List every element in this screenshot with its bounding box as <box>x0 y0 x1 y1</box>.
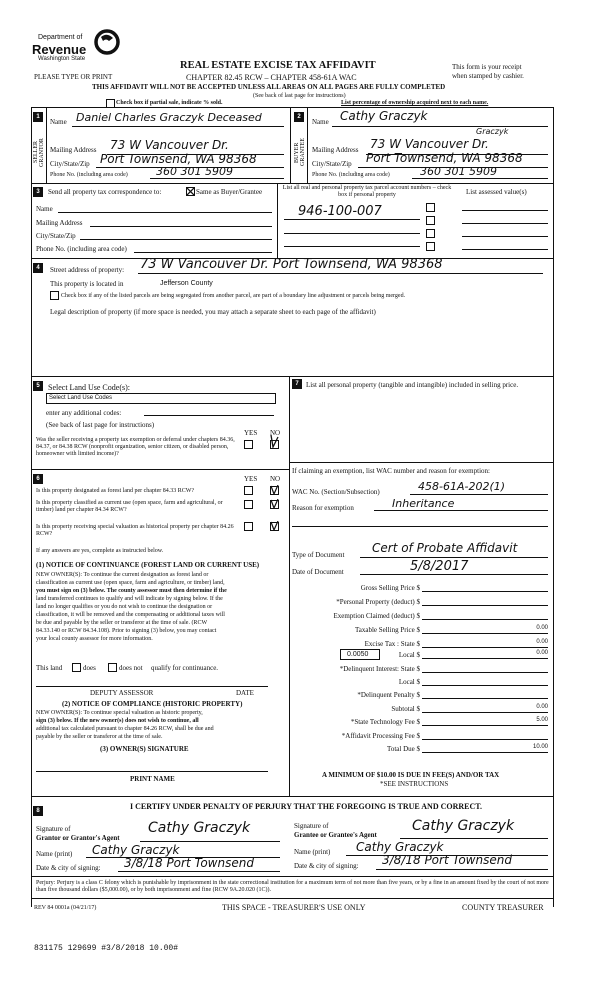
s6-q1-no-checkbox[interactable] <box>270 486 279 495</box>
notice1-line5: land no longer qualifies or you do not wish to continue the designation or <box>36 604 213 610</box>
additional-codes-label: enter any additional codes: <box>46 409 122 417</box>
ownership-pct-note: List percentage of ownership acquired next to each name. <box>341 100 489 106</box>
local-rate-value: 0.0050 <box>347 651 369 658</box>
amount-label: Subtotal $ <box>391 705 420 713</box>
located-label: This property is located in <box>50 280 124 288</box>
cashier-stamp: 831175 129699 #3/8/2018 10.00# <box>34 944 179 953</box>
same-as-buyer-checkbox[interactable] <box>186 187 195 196</box>
grantor-name-value[interactable]: Cathy Graczyk <box>92 843 180 857</box>
segregate-checkbox[interactable] <box>50 291 59 300</box>
s5-no-checkbox[interactable] <box>270 440 279 449</box>
buyer-name-value[interactable]: Cathy Graczyk <box>340 109 428 123</box>
perjury-statement <box>36 880 552 894</box>
owner-signature-label: (3) OWNER(S) SIGNATURE <box>100 745 189 753</box>
dor-swoosh-icon <box>94 28 120 56</box>
checkmark-icon <box>270 435 279 449</box>
street-label: Street address of property: <box>50 266 125 274</box>
notice1-line2: classification as current use (open space, farm and agriculture, or timber) land, <box>36 580 225 586</box>
amount-value[interactable]: 0.00 <box>536 704 548 710</box>
seller-vertical-label: SELLER GRANTOR <box>33 138 45 167</box>
street-value[interactable]: 73 W Vancouver Dr. Port Townsend, WA 98368 <box>140 257 443 272</box>
buyer-vertical-label: BUYER GRANTEE <box>294 138 306 167</box>
s5-yes-header: YES <box>244 429 258 437</box>
seller-mailing-label: Mailing Address <box>50 146 97 154</box>
amount-label: *Personal Property (deduct) $ <box>336 598 420 606</box>
s5-question: Was the seller receiving a property tax exemption or deferral under chapters 84.36, 84.37, or 84.38 RCW (nonprofit organization, senior citizen, or disabled person, homeowner with limited income)? <box>36 437 235 457</box>
see-instructions-note: *SEE INSTRUCTIONS <box>380 780 449 788</box>
land-use-label: Select Land Use Code(s): <box>48 383 130 392</box>
amount-value[interactable]: 0.00 <box>536 625 548 631</box>
partial-sale-label: Check box if partial sale, indicate % sold. <box>116 100 223 106</box>
land-does-checkbox[interactable] <box>72 663 81 672</box>
wac-label: WAC No. (Section/Subsection) <box>292 488 380 496</box>
seller-city-label: City/State/Zip <box>50 160 90 168</box>
amount-label: Excise Tax : State $ <box>364 640 420 648</box>
county-value: Jefferson County <box>160 280 213 287</box>
grantor-date-label: Date & city of signing: <box>36 864 101 872</box>
doc-date-label: Date of Document <box>292 568 344 576</box>
amount-value[interactable]: 10.00 <box>532 744 548 750</box>
seller-city-value[interactable]: Port Townsend, WA 98368 <box>100 152 257 166</box>
logo-text-department: Department of <box>38 34 83 41</box>
s6-q3-no-checkbox[interactable] <box>270 522 279 531</box>
grantor-name-label: Name (print) <box>36 850 73 858</box>
parcel-4-personal-checkbox[interactable] <box>426 242 435 251</box>
receipt-note-1: This form is your receipt <box>452 63 522 71</box>
logo-text-revenue: Revenue <box>32 42 87 57</box>
land-use-select-value: Select Land Use Codes <box>49 395 113 401</box>
s6-q3-yes-checkbox[interactable] <box>244 522 253 531</box>
parcel-header: List all real and personal property tax parcel account numbers – check box if personal property <box>282 185 452 198</box>
amount-value[interactable]: 0.00 <box>536 639 548 645</box>
corr-name-label: Name <box>36 205 53 213</box>
s6-yes-header: YES <box>244 475 258 483</box>
notice1-line9: your local county assessor for more information. <box>36 636 153 642</box>
seller-name-value[interactable]: Daniel Charles Graczyk Deceased <box>76 111 262 124</box>
notice2-line3: additional tax calculated pursuant to chapter 84.26 RCW, shall be due and <box>36 726 214 732</box>
amount-value[interactable]: 0.00 <box>536 650 548 656</box>
amount-label: *Delinquent Penalty $ <box>357 691 420 699</box>
dor-logo <box>30 28 120 68</box>
reason-label: Reason for exemption <box>292 504 354 512</box>
parcel-number-value[interactable]: 946-100-007 <box>298 204 382 219</box>
legal-desc-label: Legal description of property (if more space is needed, you may attach a separate sheet to each page of the affidavit) <box>50 308 376 316</box>
form-chapter: CHAPTER 82.45 RCW – CHAPTER 458-61A WAC <box>186 73 357 82</box>
s6-q2-yes-checkbox[interactable] <box>244 500 253 509</box>
buyer-phone-value[interactable]: 360 301 5909 <box>420 165 497 178</box>
qualify-label: qualify for continuance. <box>151 664 219 672</box>
seller-phone-value[interactable]: 360 301 5909 <box>156 165 233 178</box>
corr-mailing-label: Mailing Address <box>36 219 83 227</box>
notice1-line8: 84.33.140 or RCW 84.34.108). Prior to signing (3) below, you may contact <box>36 628 217 634</box>
treasurer-space-label: THIS SPACE - TREASURER'S USE ONLY <box>222 903 366 912</box>
same-as-buyer-label: Same as Buyer/Grantee <box>196 188 263 196</box>
amount-label: Exemption Claimed (deduct) $ <box>333 612 420 620</box>
checkmark-icon <box>270 499 279 509</box>
this-land-label: This land <box>36 664 63 672</box>
buyer-city-value[interactable]: Port Townsend, WA 98368 <box>366 151 523 165</box>
amount-label: Total Due $ <box>387 745 420 753</box>
amount-label: *Delinquent Interest: State $ <box>339 665 420 673</box>
land-does-not-label: does not <box>119 664 143 672</box>
notice2-line4: payable by the seller or transferor at the time of sale. <box>36 734 163 740</box>
assessed-header: List assessed value(s) <box>466 188 527 196</box>
perjury-statement-text: Perjury: Perjury is a class C felony which is punishable by imprisonment in the state correctional institution for a maximum term of not more than five years, or by a fine in an amount fixed by the court of not more than five thousand dollars ($5,000.00), or by both imprisonment and fine (RCW 9A.20.020 (1C)). <box>36 880 549 893</box>
amount-label: Gross Selling Price $ <box>360 584 420 592</box>
s6-q1-yes-checkbox[interactable] <box>244 486 253 495</box>
checkmark-icon <box>270 485 279 495</box>
checkmark-icon <box>187 188 194 195</box>
amount-label: *State Technology Fee $ <box>350 718 420 726</box>
notice1-line7: be due and payable by the seller or transferor at the time of sale. (RCW <box>36 620 208 626</box>
section-7-number: 7 <box>292 379 302 389</box>
personal-property-label: List all personal property (tangible and intangible) included in selling price. <box>306 381 519 389</box>
warning-text: THIS AFFIDAVIT WILL NOT BE ACCEPTED UNLESS ALL AREAS ON ALL PAGES ARE FULLY COMPLETED <box>92 83 446 91</box>
segregate-note: Check box if any of the listed parcels are being segregated from another parcel, are part of a boundary line adjustment or parcels being merged. <box>61 293 406 299</box>
buyer-city-label: City/State/Zip <box>312 160 352 168</box>
parcel-2-personal-checkbox[interactable] <box>426 216 435 225</box>
buyer-mailing-value[interactable]: 73 W Vancouver Dr. <box>370 137 489 151</box>
section-1-number: 1 <box>33 112 43 122</box>
corr-phone-label: Phone No. (including area code) <box>36 245 127 253</box>
please-type: PLEASE TYPE OR PRINT <box>34 73 113 81</box>
notice1-line6: classification, it will be removed and the compensating or additional taxes will <box>36 612 225 618</box>
logo-text-washington: Washington State <box>38 56 86 62</box>
minimum-due-note: A MINIMUM OF $10.00 IS DUE IN FEE(S) AND/OR TAX <box>322 771 500 779</box>
notice2-title: (2) NOTICE OF COMPLIANCE (HISTORIC PROPERTY) <box>62 700 243 708</box>
assessor-date-label: DATE <box>236 689 254 697</box>
grantor-sig-label: Signature of <box>36 825 71 833</box>
grantee-sig-label-2: Grantee or Grantee's Agent <box>294 831 377 839</box>
s6-no-header: NO <box>270 475 281 483</box>
amount-value[interactable]: 5.00 <box>536 717 548 723</box>
amount-label: Taxable Selling Price $ <box>354 626 420 634</box>
receipt-note-2: when stamped by cashier. <box>452 72 524 80</box>
notice1-title: (1) NOTICE OF CONTINUANCE (FOREST LAND OR CURRENT USE) <box>36 561 260 569</box>
seller-mailing-value[interactable]: 73 W Vancouver Dr. <box>110 138 229 152</box>
grantor-signature[interactable]: Cathy Graczyk <box>148 820 251 836</box>
section-5-number: 5 <box>33 381 43 391</box>
see-back-instructions: (See back of last page for instructions) <box>253 93 346 99</box>
print-name-label: PRINT NAME <box>130 775 175 783</box>
form-title: REAL ESTATE EXCISE TAX AFFIDAVIT <box>180 60 376 71</box>
doc-type-value[interactable]: Cert of Probate Affidavit <box>372 541 518 555</box>
notice1-line3: you must sign on (3) below. The county assessor must then determine if the <box>36 588 227 594</box>
section-6-number: 6 <box>33 474 43 484</box>
s6-if-yes: If any answers are yes, complete as instructed below. <box>36 548 164 554</box>
amount-label: Local $ <box>398 651 420 659</box>
grantee-date-label: Date & city of signing: <box>294 862 359 870</box>
checkmark-icon <box>270 521 279 531</box>
seller-name-label: Name <box>50 118 67 126</box>
grantee-name-value[interactable]: Cathy Graczyk <box>356 840 444 854</box>
notice1-line1: NEW OWNER(S): To continue the current designation as forest land or <box>36 572 209 578</box>
notice1-line4: land transferred continues to qualify and will indicate by signing below. If the <box>36 596 223 602</box>
s6-q2: Is this property classified as current use (open space, farm and agricultural, or timber) land per chapter 84.34 RCW? <box>36 500 223 513</box>
reason-value[interactable]: Inheritance <box>392 497 455 510</box>
notice2-line2: sign (3) below. If the new owner(s) does not wish to continue, all <box>36 718 199 724</box>
notice2-line1: NEW OWNER(S): To continue special valuation as historic property, <box>36 710 203 716</box>
section-8-number: 8 <box>33 806 43 816</box>
s5-no-header: NO <box>270 429 281 437</box>
grantee-date-value[interactable]: 3/8/18 Port Townsend <box>382 853 512 867</box>
grantee-signature[interactable]: Cathy Graczyk <box>412 818 515 834</box>
section-2-number: 2 <box>294 112 304 122</box>
amount-label: *Affidavit Processing Fee $ <box>341 732 420 740</box>
deputy-assessor-label: DEPUTY ASSESSOR <box>90 689 154 697</box>
form-revision: REV 84 0001a (04/21/17) <box>34 905 97 911</box>
grantor-sig-label-2: Grantor or Grantor's Agent <box>36 834 120 842</box>
seller-phone-label: Phone No. (including area code) <box>50 172 128 178</box>
land-use-select[interactable] <box>46 393 276 404</box>
doc-date-value[interactable]: 5/8/2017 <box>410 559 469 574</box>
s5-yes-checkbox[interactable] <box>244 440 253 449</box>
buyer-mailing-label: Mailing Address <box>312 146 359 154</box>
section-3-number: 3 <box>33 187 43 197</box>
correspondence-label: Send all property tax correspondence to: <box>48 188 162 196</box>
county-treasurer-label: COUNTY TREASURER <box>462 903 544 912</box>
land-does-label: does <box>83 664 96 672</box>
grantee-name-label: Name (print) <box>294 848 331 856</box>
s6-q2-no-checkbox[interactable] <box>270 500 279 509</box>
corr-city-label: City/State/Zip <box>36 232 76 240</box>
grantor-date-value[interactable]: 3/8/18 Port Townsend <box>124 856 254 870</box>
section-4-number: 4 <box>33 263 43 273</box>
buyer-name-label: Name <box>312 118 329 126</box>
parcel-1-personal-checkbox[interactable] <box>426 203 435 212</box>
claim-exemption-label: If claiming an exemption, list WAC number and reason for exemption: <box>292 467 490 475</box>
buyer-phone-label: Phone No. (including area code) <box>312 172 390 178</box>
land-does-not-checkbox[interactable] <box>108 663 117 672</box>
land-use-see-back: (See back of last page for instructions) <box>46 421 155 429</box>
buyer-name-extra[interactable]: Graczyk <box>476 127 509 136</box>
doc-type-label: Type of Document <box>292 551 345 559</box>
parcel-3-personal-checkbox[interactable] <box>426 229 435 238</box>
s6-q3: Is this property receiving special valuation as historical property per chapter 84.26 RCW? <box>36 524 234 537</box>
wac-value[interactable]: 458-61A-202(1) <box>418 480 506 493</box>
grantee-sig-label: Signature of <box>294 822 329 830</box>
certify-statement: I CERTIFY UNDER PENALTY OF PERJURY THAT THE FOREGOING IS TRUE AND CORRECT. <box>130 802 483 811</box>
s6-q1: Is this property designated as forest land per chapter 84.33 RCW? <box>36 488 195 494</box>
amount-label: Local $ <box>398 678 420 686</box>
